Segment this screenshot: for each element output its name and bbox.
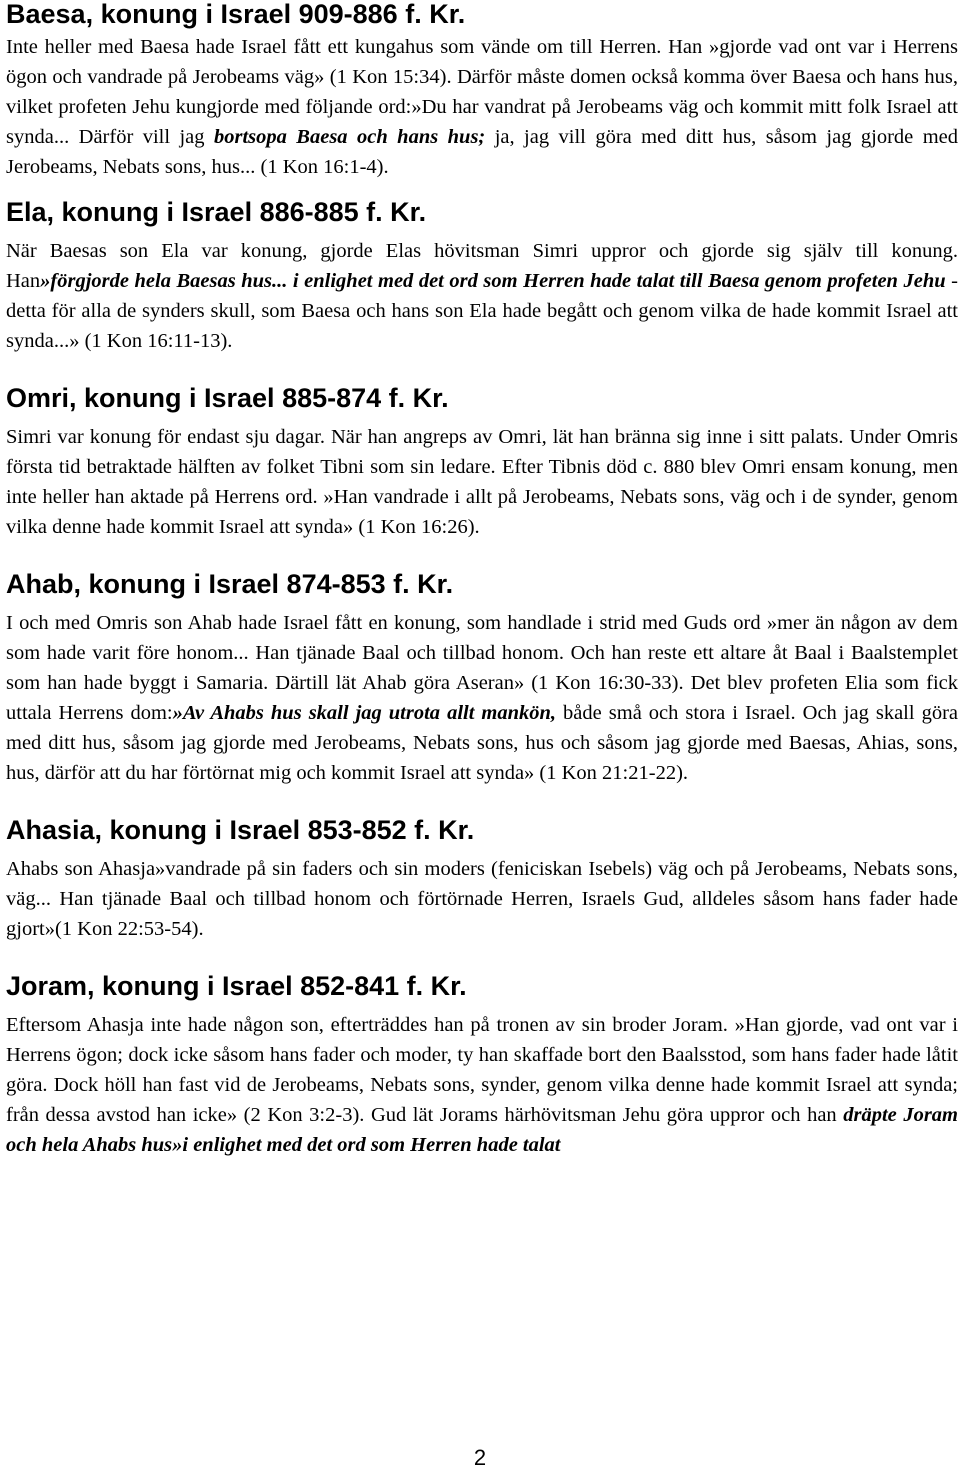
section-paragraph	[6, 608, 958, 788]
section-paragraph	[6, 1010, 958, 1160]
emphasis-run: »Av Ahabs hus skall jag utrota allt mankön,	[172, 702, 557, 724]
emphasis-run: dräpte Joram och hela Ahabs hus»i enlighet med det ord som Herren hade talat	[6, 1104, 958, 1156]
text-run: Eftersom Ahasja inte hade någon son, efterträddes han på tronen av sin broder Joram. »Han gjorde, vad ont var i Herrens ögon; dock icke såsom hans fader och moder, ty han skaffade bort den Baalsstod, som hans fader hade låtit göra. Dock höll han fast vid de Jerobeams, Nebats sons, synder, genom vilka denne hade kommit Israel att synda; från dessa avstod han icke» (2 Kon 3:2-3). Gud lät Jorams härhövitsman Jehu göra uppror och han	[6, 1014, 958, 1126]
section-omri	[6, 382, 958, 542]
section-paragraph	[6, 854, 958, 944]
page-number: 2	[473, 1445, 487, 1470]
section-heading: Ahasia, konung i Israel 853-852 f. Kr.	[6, 815, 475, 845]
document-page	[6, 0, 958, 1174]
text-run: Inte heller med Baesa hade Israel fått ett kungahus som vände om till Herren. Han »gjorde vad ont var i Herrens ögon och vandrade på Jerobeams väg» (1 Kon 15:34). Därför måste domen också komma över Baesa och hans hus, vilket profeten Jehu kungjorde med följande ord:»Du har vandrat på Jerobeams väg och kommit mitt folk Israel att synda... Därför vill jag	[6, 36, 958, 148]
section-heading: Joram, konung i Israel 852-841 f. Kr.	[6, 971, 467, 1001]
section-baesa	[6, 0, 958, 182]
text-run: När Baesas son Ela var konung, gjorde Elas hövitsman Simri uppror och gjorde sig själv till konung. Han	[6, 240, 958, 292]
text-run: både små och stora i Israel. Och jag skall göra med ditt hus, såsom jag gjorde med Jerobeams, Nebats sons, hus och såsom jag gjorde med Baesas, Ahias, sons, hus, därför att du har förtörnat mig och kommit Israel att synda» (1 Kon 21:21-22).	[6, 702, 959, 784]
text-run: I och med Omris son Ahab hade Israel fått en konung, som handlade i strid med Guds ord »mer än någon av dem som hade varit före honom... Han tjänade Baal och tillbad honom. Och han reste ett altare åt Baal i Baalstemplet som han hade byggt i Samaria. Därtill lät Ahab göra Aseran» (1 Kon 16:30-33). Det blev profeten Elia som fick uttala Herrens dom:	[6, 612, 958, 724]
section-paragraph	[6, 422, 958, 542]
text-run: - detta för alla de synders skull, som Baesa och hans son Ela hade begått och genom vilka de hade kommit Israel att synda...» (1 Kon 16:11-13).	[6, 270, 958, 352]
section-ela	[6, 196, 958, 356]
text-run: ja, jag vill göra med ditt hus, såsom jag gjorde med Jerobeams, Nebats sons, hus... (1 Kon 16:1-4).	[6, 126, 958, 178]
section-paragraph	[6, 236, 958, 356]
emphasis-run: »förgjorde hela Baesas hus... i enlighet med det ord som Herren hade talat till Baesa genom profeten Jehu	[40, 270, 946, 292]
text-run: Simri var konung för endast sju dagar. När han angreps av Omri, lät han bränna sig inne i sitt palats. Under Omris första tid betraktade hälften av folket Tibni som sin ledare. Efter Tibnis död c. 880 blev Omri ensam konung, men inte heller han aktade på Herrens ord. »Han vandrade i allt på Jerobeams, Nebats sons, väg och i de synder, genom vilka denne hade kommit Israel att synda» (1 Kon 16:26).	[6, 426, 958, 538]
section-heading: Baesa, konung i Israel 909-886 f. Kr.	[6, 0, 466, 29]
section-heading: Ahab, konung i Israel 874-853 f. Kr.	[6, 569, 454, 599]
section-ahab	[6, 568, 958, 788]
text-run: Ahabs son Ahasja»vandrade på sin faders och sin moders (feniciskan Isebels) väg och på Jerobeams, Nebats sons, väg... Han tjänade Baal och tillbad honom och förtörnade Herren, Israels Gud, alldeles såsom hans fader hade gjort»(1 Kon 22:53-54).	[6, 858, 958, 940]
section-heading: Ela, konung i Israel 886-885 f. Kr.	[6, 197, 427, 227]
section-heading: Omri, konung i Israel 885-874 f. Kr.	[6, 383, 449, 413]
section-paragraph	[6, 32, 958, 182]
emphasis-run: bortsopa Baesa och hans hus;	[213, 126, 486, 148]
section-joram	[6, 970, 958, 1160]
section-ahasia	[6, 814, 958, 944]
